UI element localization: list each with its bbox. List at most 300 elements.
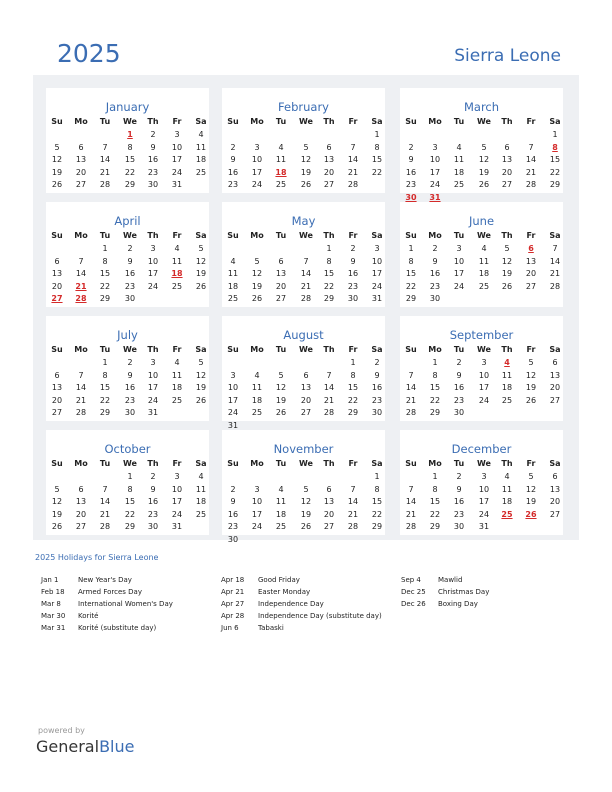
calendar-day: 3 xyxy=(481,358,487,367)
calendar-day: 17 xyxy=(227,395,239,405)
calendar-day: 28 xyxy=(347,180,359,189)
calendar-day: 29 xyxy=(549,180,561,189)
month-september xyxy=(400,316,563,421)
calendar-day: 21 xyxy=(405,509,417,519)
calendar-day: 20 xyxy=(75,509,87,519)
calendar-day: 2 xyxy=(127,358,133,367)
calendar-day: 22 xyxy=(347,395,359,405)
calendar-day: 2 xyxy=(456,472,462,481)
holiday-name: Independence Day (substitute day) xyxy=(258,612,382,620)
weekday-label: Mo xyxy=(250,117,264,126)
calendar-day: 23 xyxy=(371,395,383,405)
weekday-label: Sa xyxy=(371,345,383,354)
calendar-day: 5 xyxy=(303,142,309,152)
calendar-day: 13 xyxy=(51,383,63,392)
calendar-day: 22 xyxy=(371,509,383,519)
holiday-name: Korité xyxy=(78,612,99,620)
calendar-day: 11 xyxy=(171,256,183,266)
calendar-day: 24 xyxy=(171,509,183,519)
calendar-day: 24 xyxy=(227,408,239,417)
calendar-day: 6 xyxy=(303,370,309,380)
calendar-day: 23 xyxy=(347,281,359,291)
calendar-day: 27 xyxy=(75,180,87,189)
holiday-day: 8 xyxy=(552,142,558,152)
calendar-day: 13 xyxy=(75,497,87,506)
calendar-day: 14 xyxy=(405,497,417,506)
calendar-day: 30 xyxy=(227,534,239,544)
calendar-day: 29 xyxy=(371,522,383,531)
calendar-day: 2 xyxy=(408,142,414,152)
calendar-day: 20 xyxy=(549,383,561,392)
calendar-day: 9 xyxy=(127,256,133,266)
month-name: July xyxy=(117,328,138,342)
calendar-day: 18 xyxy=(275,509,287,519)
calendar-day: 16 xyxy=(371,383,383,392)
weekday-label: Mo xyxy=(74,117,88,126)
holiday-name: Easter Monday xyxy=(258,588,311,596)
weekday-label: We xyxy=(299,117,313,126)
weekday-label: Su xyxy=(51,117,63,126)
weekday-label: Su xyxy=(405,345,417,354)
weekday-label: Th xyxy=(147,231,159,240)
calendar-day: 30 xyxy=(147,522,159,531)
calendar-day: 23 xyxy=(147,167,159,177)
calendar-day: 10 xyxy=(147,256,159,266)
calendar-day: 20 xyxy=(51,281,63,291)
calendar-day: 1 xyxy=(102,244,108,253)
calendar-day: 18 xyxy=(501,383,513,392)
month-august xyxy=(222,316,385,430)
calendar-day: 18 xyxy=(478,269,490,278)
weekday-label: Su xyxy=(51,459,63,468)
weekday-label: Tu xyxy=(275,117,287,126)
calendar-day: 13 xyxy=(501,155,513,164)
calendar-day: 1 xyxy=(102,358,108,367)
calendar-day: 29 xyxy=(347,408,359,417)
calendar-day: 4 xyxy=(254,370,260,380)
calendar-day: 25 xyxy=(478,281,490,291)
calendar-day: 17 xyxy=(171,155,183,164)
calendar-day: 7 xyxy=(102,484,108,494)
calendar-day: 9 xyxy=(408,155,414,164)
calendar-day: 16 xyxy=(227,167,239,177)
weekday-label: Fr xyxy=(348,459,358,468)
calendar-day: 4 xyxy=(504,472,510,481)
calendar-day: 5 xyxy=(198,358,204,367)
calendar-day: 27 xyxy=(51,408,63,417)
calendar-day: 5 xyxy=(54,142,60,152)
calendar-day: 20 xyxy=(51,395,63,405)
weekday-label: Sa xyxy=(549,459,561,468)
calendar-day: 7 xyxy=(408,370,414,380)
calendar-day: 2 xyxy=(230,484,236,494)
holiday-date: Dec 25 xyxy=(401,588,426,596)
month-name: September xyxy=(449,328,514,342)
weekday-label: Mo xyxy=(428,345,442,354)
calendar-day: 23 xyxy=(405,180,417,189)
calendar-day: 13 xyxy=(525,256,537,266)
calendar-day: 27 xyxy=(275,294,287,303)
calendar-day: 10 xyxy=(453,256,465,266)
calendar-day: 10 xyxy=(371,256,383,266)
calendar-day: 22 xyxy=(405,281,417,291)
calendar-day: 2 xyxy=(456,358,462,367)
calendar-day: 19 xyxy=(501,269,513,278)
calendar-day: 23 xyxy=(124,395,136,405)
calendar-day: 4 xyxy=(230,256,236,266)
calendar-day: 22 xyxy=(549,167,561,177)
weekday-label: Sa xyxy=(371,117,383,126)
calendar-day: 9 xyxy=(432,256,438,266)
calendar-day: 27 xyxy=(323,522,335,531)
calendar-grid xyxy=(33,75,579,544)
calendar-day: 22 xyxy=(99,281,111,291)
calendar-day: 2 xyxy=(230,142,236,152)
calendar-day: 17 xyxy=(429,167,441,177)
holiday-date: Jan 1 xyxy=(41,576,59,584)
calendar-day: 11 xyxy=(501,484,513,494)
calendar-day: 16 xyxy=(147,155,159,164)
calendar-day: 16 xyxy=(429,269,441,278)
calendar-day: 25 xyxy=(501,395,513,405)
calendar-day: 27 xyxy=(525,281,537,291)
calendar-day: 17 xyxy=(478,383,490,392)
calendar-day: 11 xyxy=(453,155,465,164)
calendar-day: 8 xyxy=(432,370,438,380)
calendar-day: 8 xyxy=(374,142,380,152)
calendar-day: 23 xyxy=(227,180,239,189)
calendar-day: 19 xyxy=(51,167,63,177)
calendar-day: 1 xyxy=(432,472,438,481)
calendar-day: 15 xyxy=(124,155,136,164)
calendar-day: 7 xyxy=(78,256,84,266)
calendar-day: 25 xyxy=(227,294,239,303)
calendar-day: 24 xyxy=(147,281,159,291)
weekday-label: Th xyxy=(501,231,513,240)
calendar-day: 3 xyxy=(254,484,260,494)
country-title: Sierra Leone xyxy=(454,46,561,66)
weekday-label: Mo xyxy=(428,459,442,468)
holiday-day: 28 xyxy=(75,294,87,303)
calendar-day: 16 xyxy=(147,497,159,506)
calendar-day: 17 xyxy=(453,269,465,278)
calendar-day: 29 xyxy=(429,408,441,417)
calendar-day: 5 xyxy=(254,256,260,266)
weekday-label: Th xyxy=(323,345,335,354)
calendar-day: 9 xyxy=(374,370,380,380)
calendar-day: 5 xyxy=(504,244,510,253)
calendar-day: 2 xyxy=(127,244,133,253)
holiday-name: Boxing Day xyxy=(438,600,478,608)
calendar-day: 23 xyxy=(453,509,465,519)
calendar-day: 18 xyxy=(195,497,207,506)
calendar-day: 25 xyxy=(195,167,207,177)
calendar-day: 4 xyxy=(198,130,204,139)
calendar-day: 6 xyxy=(78,142,84,152)
weekday-label: Su xyxy=(227,459,239,468)
calendar-day: 26 xyxy=(51,522,63,531)
weekday-label: We xyxy=(123,231,137,240)
calendar-day: 20 xyxy=(75,167,87,177)
calendar-day: 3 xyxy=(150,358,156,367)
calendar-day: 1 xyxy=(127,472,133,481)
calendar-day: 17 xyxy=(478,497,490,506)
weekday-label: Tu xyxy=(453,117,465,126)
calendar-day: 10 xyxy=(478,484,490,494)
calendar-day: 27 xyxy=(75,522,87,531)
calendar-day: 3 xyxy=(374,244,380,253)
holiday-day: 26 xyxy=(525,509,537,519)
weekday-label: Tu xyxy=(275,459,287,468)
holiday-name: Good Friday xyxy=(258,576,300,584)
holiday-name: Christmas Day xyxy=(438,588,490,596)
holiday-day: 18 xyxy=(275,167,287,177)
calendar-day: 21 xyxy=(405,395,417,405)
month-name: May xyxy=(291,214,316,228)
calendar-day: 14 xyxy=(75,383,87,392)
calendar-day: 4 xyxy=(174,358,180,367)
holidays-title: 2025 Holidays for Sierra Leone xyxy=(35,553,159,562)
calendar-day: 4 xyxy=(198,472,204,481)
calendar-day: 17 xyxy=(147,269,159,278)
weekday-label: We xyxy=(477,117,491,126)
calendar-day: 19 xyxy=(525,383,537,392)
holiday-name: Tabaski xyxy=(258,624,284,632)
holiday-day: 30 xyxy=(405,192,417,202)
holiday-name: Mawlid xyxy=(438,576,463,584)
weekday-label: Fr xyxy=(172,231,182,240)
calendar-day: 20 xyxy=(323,509,335,519)
brand-logo[interactable] xyxy=(36,737,134,756)
calendar-day: 25 xyxy=(251,408,263,417)
calendar-day: 30 xyxy=(453,522,465,531)
weekday-label: Fr xyxy=(526,117,536,126)
weekday-label: Sa xyxy=(195,231,207,240)
weekday-label: Tu xyxy=(275,231,287,240)
calendar-day: 24 xyxy=(251,522,263,531)
month-name: August xyxy=(283,328,324,342)
calendar-day: 5 xyxy=(54,484,60,494)
calendar-day: 16 xyxy=(227,509,239,519)
calendar-day: 9 xyxy=(230,497,236,506)
weekday-label: Mo xyxy=(250,345,264,354)
weekday-label: Tu xyxy=(275,345,287,354)
holiday-name: New Year's Day xyxy=(78,576,132,584)
holiday-date: Dec 26 xyxy=(401,600,426,608)
calendar-day: 30 xyxy=(347,294,359,303)
calendar-day: 19 xyxy=(300,509,312,519)
calendar-day: 7 xyxy=(408,484,414,494)
weekday-label: We xyxy=(123,459,137,468)
calendar-day: 11 xyxy=(195,142,207,152)
calendar-day: 11 xyxy=(251,383,263,392)
calendar-day: 3 xyxy=(174,130,180,139)
calendar-day: 26 xyxy=(195,281,207,291)
calendar-day: 24 xyxy=(171,167,183,177)
weekday-label: Sa xyxy=(195,117,207,126)
calendar-day: 21 xyxy=(347,509,359,519)
calendar-day: 15 xyxy=(429,497,441,506)
calendar-day: 12 xyxy=(275,383,287,392)
calendar-day: 12 xyxy=(525,484,537,494)
calendar-day: 3 xyxy=(481,472,487,481)
calendar-day: 15 xyxy=(549,155,561,164)
month-december xyxy=(400,430,563,535)
weekday-label: Mo xyxy=(428,117,442,126)
calendar-day: 12 xyxy=(300,497,312,506)
calendar-day: 10 xyxy=(478,370,490,380)
calendar-day: 14 xyxy=(525,155,537,164)
calendar-day: 28 xyxy=(75,408,87,417)
calendar-day: 21 xyxy=(549,269,561,278)
calendar-day: 26 xyxy=(275,408,287,417)
calendar-day: 28 xyxy=(99,522,111,531)
calendar-day: 18 xyxy=(195,155,207,164)
calendar-day: 26 xyxy=(251,294,263,303)
calendar-day: 11 xyxy=(501,370,513,380)
calendar-day: 14 xyxy=(300,269,312,278)
calendar-day: 23 xyxy=(227,522,239,531)
calendar-day: 10 xyxy=(147,370,159,380)
calendar-day: 21 xyxy=(300,281,312,291)
weekday-label: Tu xyxy=(453,231,465,240)
calendar-day: 13 xyxy=(300,383,312,392)
calendar-day: 13 xyxy=(75,155,87,164)
calendar-day: 4 xyxy=(174,244,180,253)
calendar-day: 8 xyxy=(432,484,438,494)
calendar-day: 25 xyxy=(171,395,183,405)
calendar-day: 31 xyxy=(171,522,183,531)
month-february xyxy=(222,88,385,193)
calendar-day: 10 xyxy=(251,155,263,164)
calendar-day: 19 xyxy=(251,281,263,291)
weekday-label: Sa xyxy=(549,117,561,126)
calendar-day: 9 xyxy=(230,155,236,164)
calendar-day: 13 xyxy=(275,269,287,278)
calendar-day: 29 xyxy=(124,522,136,531)
calendar-day: 9 xyxy=(456,370,462,380)
calendar-day: 15 xyxy=(323,269,335,278)
calendar-day: 3 xyxy=(254,142,260,152)
calendar-day: 21 xyxy=(347,167,359,177)
calendar-day: 24 xyxy=(147,395,159,405)
calendar-day: 24 xyxy=(371,281,383,291)
calendar-day: 14 xyxy=(347,155,359,164)
calendar-day: 12 xyxy=(51,497,63,506)
month-name: December xyxy=(451,442,512,456)
calendar-day: 12 xyxy=(251,269,263,278)
calendar-day: 6 xyxy=(54,370,60,380)
calendar-day: 9 xyxy=(350,256,356,266)
month-may xyxy=(222,202,385,307)
calendar-day: 23 xyxy=(124,281,136,291)
weekday-label: Su xyxy=(405,459,417,468)
calendar-day: 1 xyxy=(374,472,380,481)
weekday-label: Sa xyxy=(195,345,207,354)
month-november xyxy=(222,430,385,544)
calendar-day: 27 xyxy=(323,180,335,189)
calendar-day: 24 xyxy=(251,180,263,189)
weekday-label: We xyxy=(299,231,313,240)
calendar-day: 30 xyxy=(124,294,136,303)
weekday-label: We xyxy=(477,345,491,354)
weekday-label: Tu xyxy=(453,459,465,468)
weekday-label: Th xyxy=(501,345,513,354)
calendar-day: 28 xyxy=(323,408,335,417)
calendar-day: 6 xyxy=(552,358,558,367)
calendar-day: 28 xyxy=(405,408,417,417)
calendar-day: 14 xyxy=(323,383,335,392)
calendar-day: 11 xyxy=(195,484,207,494)
calendar-day: 21 xyxy=(323,395,335,405)
calendar-day: 24 xyxy=(478,395,490,405)
calendar-day: 21 xyxy=(99,167,111,177)
calendar-day: 10 xyxy=(171,484,183,494)
brand-blue-text: Blue xyxy=(99,737,135,756)
weekday-label: We xyxy=(123,117,137,126)
weekday-label: Mo xyxy=(250,459,264,468)
holiday-day: 6 xyxy=(528,244,534,253)
calendar-day: 29 xyxy=(124,180,136,189)
calendar-day: 12 xyxy=(525,370,537,380)
calendar-day: 25 xyxy=(195,509,207,519)
calendar-day: 15 xyxy=(99,383,111,392)
calendar-day: 17 xyxy=(371,269,383,278)
calendar-day: 19 xyxy=(478,167,490,177)
weekday-label: We xyxy=(123,345,137,354)
weekday-label: Fr xyxy=(172,459,182,468)
calendar-day: 8 xyxy=(127,484,133,494)
calendar-day: 2 xyxy=(150,130,156,139)
calendar-day: 14 xyxy=(405,383,417,392)
calendar-day: 16 xyxy=(124,269,136,278)
calendar-day: 3 xyxy=(432,142,438,152)
calendar-day: 1 xyxy=(350,358,356,367)
calendar-day: 30 xyxy=(147,180,159,189)
holiday-day: 4 xyxy=(504,358,510,367)
weekday-label: Sa xyxy=(549,231,561,240)
calendar-day: 6 xyxy=(552,472,558,481)
weekday-label: Su xyxy=(227,345,239,354)
calendar-day: 6 xyxy=(326,142,332,152)
calendar-day: 25 xyxy=(453,180,465,189)
calendar-day: 18 xyxy=(501,497,513,506)
weekday-label: Su xyxy=(227,231,239,240)
calendar-day: 10 xyxy=(227,383,239,392)
calendar-day: 22 xyxy=(429,509,441,519)
calendar-day: 16 xyxy=(453,383,465,392)
calendar-day: 13 xyxy=(549,370,561,380)
calendar-day: 24 xyxy=(453,281,465,291)
calendar-day: 7 xyxy=(552,244,558,253)
weekday-label: Th xyxy=(501,459,513,468)
calendar-day: 1 xyxy=(408,244,414,253)
month-name: November xyxy=(273,442,334,456)
calendar-day: 17 xyxy=(251,509,263,519)
calendar-day: 12 xyxy=(300,155,312,164)
weekday-label: Su xyxy=(51,231,63,240)
calendar-day: 31 xyxy=(371,294,383,303)
calendar-day: 27 xyxy=(549,509,561,519)
holiday-day: 31 xyxy=(429,192,441,202)
weekday-label: Th xyxy=(501,117,513,126)
calendar-day: 16 xyxy=(347,269,359,278)
calendar-day: 7 xyxy=(528,142,534,152)
weekday-label: Fr xyxy=(526,459,536,468)
calendar-day: 20 xyxy=(525,269,537,278)
calendar-day: 31 xyxy=(478,522,490,531)
holiday-date: Sep 4 xyxy=(401,576,421,584)
